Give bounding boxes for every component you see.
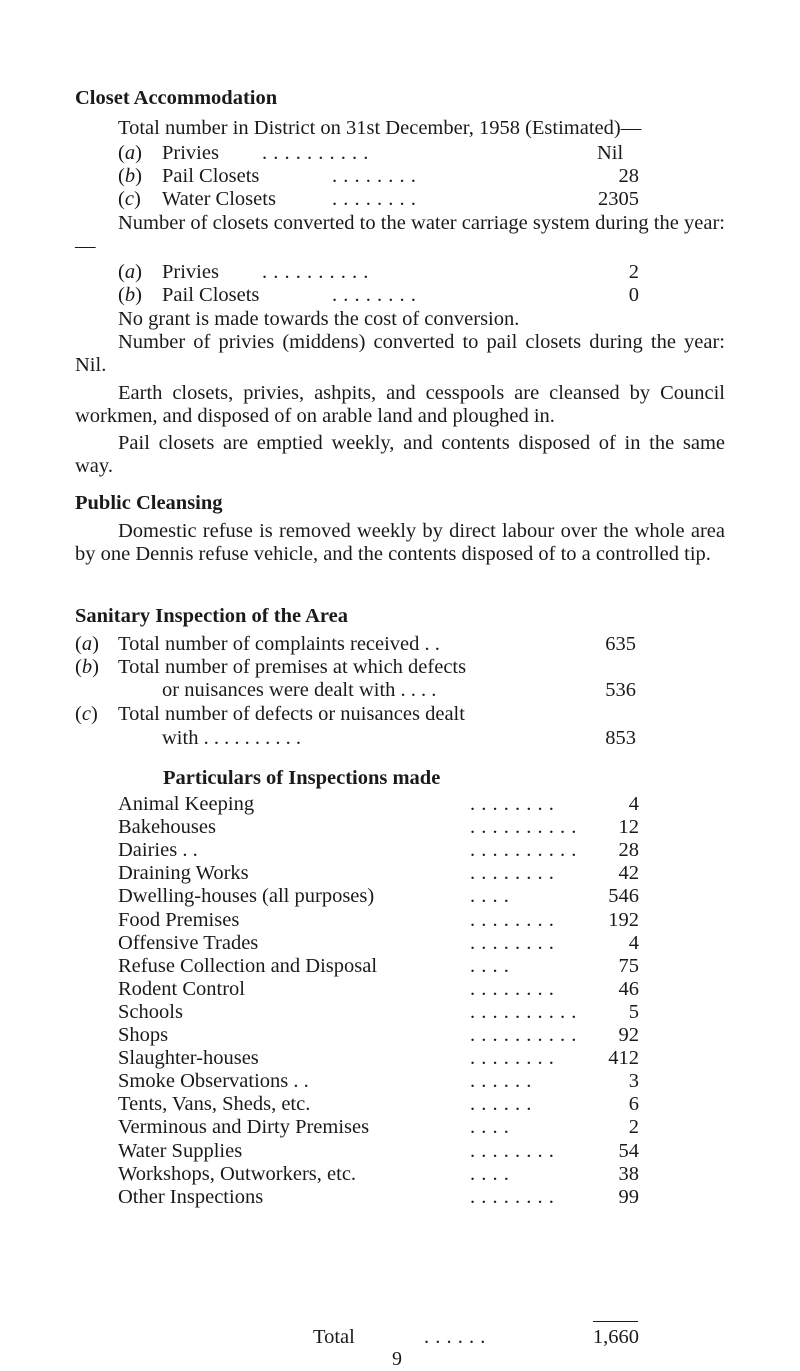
leader-dots: . . . . . . <box>470 1093 532 1115</box>
leader-dots: . . . . . . . . <box>332 165 417 187</box>
inspections-heading: Particulars of Inspections made <box>163 767 441 789</box>
total-label: Total <box>313 1326 355 1348</box>
item-name: Pail Closets <box>162 165 260 187</box>
leader-dots: . . . . . . . . . . <box>470 839 577 861</box>
list-item: (b) <box>75 656 99 678</box>
inspection-row-name: Dwelling-houses (all purposes) <box>118 885 375 907</box>
item-value: 635 <box>605 633 636 655</box>
leader-dots: . . . . . . . . <box>470 793 555 815</box>
item-value: 853 <box>605 727 636 749</box>
inspection-row-name: Shops <box>118 1024 169 1046</box>
inspection-row-value: 4 <box>628 932 639 954</box>
list-item: (c) <box>75 703 98 725</box>
leader-dots: . . . . . . . . . . <box>470 1024 577 1046</box>
inspection-row-name: Workshops, Outworkers, etc. <box>118 1163 357 1185</box>
inspection-row-name: Slaughter-houses <box>118 1047 259 1069</box>
inspection-row-value: 5 <box>628 1001 639 1023</box>
inspection-row-value: 2 <box>628 1116 639 1138</box>
item-value: 28 <box>618 165 639 187</box>
leader-dots: . . . . . . <box>424 1326 486 1348</box>
closet-heading: Closet Accommodation <box>75 87 278 109</box>
leader-dots: . . . . . . . . . . <box>262 261 369 283</box>
leader-dots: . . . . . . . . <box>332 188 417 210</box>
list-item: (b) <box>118 284 142 306</box>
inspection-row-value: 42 <box>618 862 639 884</box>
inspection-row-value: 3 <box>628 1070 639 1092</box>
leader-dots: . . . . . . <box>470 1070 532 1092</box>
leader-dots: . . . . . . . . <box>470 1140 555 1162</box>
leader-dots: . . . . . . . . . . <box>470 1001 577 1023</box>
item-text: or nuisances were dealt with . . . . <box>162 679 437 701</box>
inspection-row-name: Offensive Trades <box>118 932 259 954</box>
inspection-row-name: Food Premises <box>118 909 240 931</box>
inspection-row-value: 6 <box>628 1093 639 1115</box>
inspection-row-value: 38 <box>618 1163 639 1185</box>
inspection-row-value: 75 <box>618 955 639 977</box>
leader-dots: . . . . <box>470 1163 510 1185</box>
item-name: Pail Closets <box>162 284 260 306</box>
inspection-row-name: Verminous and Dirty Premises <box>118 1116 370 1138</box>
inspection-row-name: Bakehouses <box>118 816 216 838</box>
sanitary-heading: Sanitary Inspection of the Area <box>75 605 348 627</box>
inspection-row-name: Schools <box>118 1001 183 1023</box>
list-item: (a) <box>118 261 142 283</box>
inspection-row-value: 4 <box>628 793 639 815</box>
total-value: 1,660 <box>592 1326 639 1348</box>
inspection-row-name: Rodent Control <box>118 978 245 1000</box>
cleansing-heading: Public Cleansing <box>75 492 223 514</box>
item-value: 2 <box>628 261 639 283</box>
leader-dots: . . . . . . . . <box>470 862 555 884</box>
inspection-row-value: 192 <box>608 909 639 931</box>
item-value: 0 <box>628 284 639 306</box>
leader-dots: . . . . . . . . . . <box>470 816 577 838</box>
item-value: 2305 <box>598 188 639 210</box>
inspection-row-value: 12 <box>618 816 639 838</box>
inspection-row-name: Refuse Collection and Disposal <box>118 955 378 977</box>
item-text: Total number of complaints received . . <box>118 633 440 655</box>
inspection-row-value: 92 <box>618 1024 639 1046</box>
inspection-row-name: Other Inspections <box>118 1186 264 1208</box>
leader-dots: . . . . . . . . <box>470 1047 555 1069</box>
inspection-row-name: Draining Works <box>118 862 249 884</box>
inspection-row-name: Water Supplies <box>118 1140 243 1162</box>
leader-dots: . . . . <box>470 955 510 977</box>
item-name: Privies <box>162 261 219 283</box>
item-name: Water Closets <box>162 188 276 210</box>
leader-dots: . . . . . . . . <box>470 932 555 954</box>
cleansing-text: Domestic refuse is removed weekly by direct labour over the whole area by one Dennis refuse vehicle, and the contents disposed of to a controlled tip. <box>75 520 725 565</box>
closet-converted-intro: Number of closets converted to the water carriage system during the year:— <box>75 212 725 257</box>
page-number: 9 <box>392 1348 402 1370</box>
list-item: (c) <box>118 188 141 210</box>
leader-dots: . . . . . . . . <box>470 1186 555 1208</box>
closet-privies-converted: Number of privies (middens) converted to pail closets during the year: Nil. <box>75 331 725 376</box>
inspection-row-value: 46 <box>618 978 639 1000</box>
inspection-row-value: 412 <box>608 1047 639 1069</box>
inspection-row-value: 28 <box>618 839 639 861</box>
inspection-row-value: 546 <box>608 885 639 907</box>
closet-earth-closets: Earth closets, privies, ashpits, and cesspools are cleansed by Council workmen, and disposed of on arable land and ploughed in. <box>75 382 725 427</box>
list-item: (a) <box>75 633 99 655</box>
total-rule <box>593 1321 638 1322</box>
item-text: Total number of premises at which defects <box>118 656 467 678</box>
closet-total-intro: Total number in District on 31st December, 1958 (Estimated)— <box>118 117 642 139</box>
leader-dots: . . . . <box>470 885 510 907</box>
leader-dots: . . . . . . . . <box>470 978 555 1000</box>
leader-dots: . . . . <box>470 1116 510 1138</box>
leader-dots: . . . . . . . . . . <box>262 142 369 164</box>
inspection-row-name: Tents, Vans, Sheds, etc. <box>118 1093 311 1115</box>
list-item: (b) <box>118 165 142 187</box>
inspection-row-value: 54 <box>618 1140 639 1162</box>
item-name: Privies <box>162 142 219 164</box>
leader-dots: . . . . . . . . <box>332 284 417 306</box>
item-value: 536 <box>605 679 636 701</box>
leader-dots: . . . . . . . . <box>470 909 555 931</box>
list-item: (a) <box>118 142 142 164</box>
closet-grant-note: No grant is made towards the cost of conversion. <box>118 308 520 330</box>
item-text: with . . . . . . . . . . <box>162 727 301 749</box>
inspection-row-value: 99 <box>618 1186 639 1208</box>
item-value: Nil <box>597 142 624 164</box>
inspection-row-name: Smoke Observations . . <box>118 1070 309 1092</box>
inspection-row-name: Animal Keeping <box>118 793 255 815</box>
item-text: Total number of defects or nuisances dealt <box>118 703 465 725</box>
closet-pail-emptied: Pail closets are emptied weekly, and contents disposed of in the same way. <box>75 432 725 477</box>
inspection-row-name: Dairies . . <box>118 839 198 861</box>
